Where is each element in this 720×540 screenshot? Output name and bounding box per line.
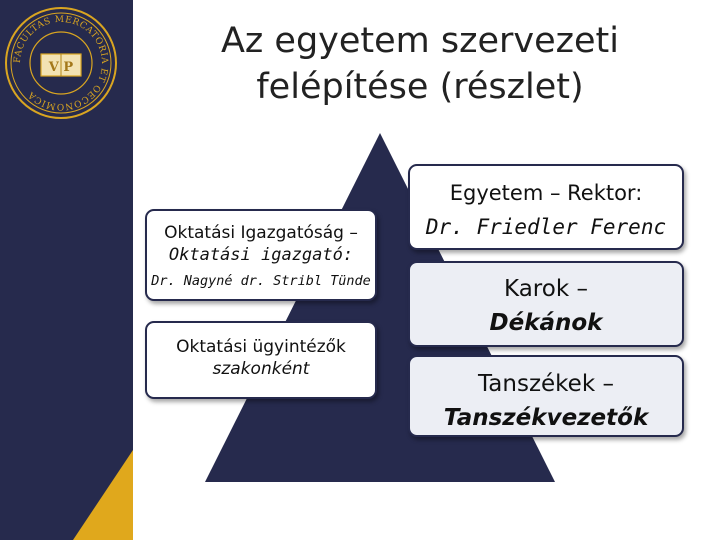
departments-title: Tanszékek – <box>478 371 614 397</box>
director-name: Dr. Nagyné dr. Stribl Tünde <box>151 273 371 289</box>
director-role: Oktatási igazgató: <box>168 245 354 265</box>
rector-title <box>410 176 682 210</box>
administrators-scope: szakonként <box>212 359 310 379</box>
slide-title-line-2: felépítése (részlet) <box>256 67 584 107</box>
seal-monogram: V P <box>48 60 74 75</box>
administrators-box <box>145 321 377 399</box>
rector-line: Egyetem – Rektor: <box>449 181 643 205</box>
seal-ring-text: FACULTAS MERCATORIA ET OECONOMICA <box>12 14 110 112</box>
departments-role: Tanszékvezetők <box>443 405 649 431</box>
deans-title: Karok – <box>504 276 588 302</box>
slide-title-line-1: Az egyetem szervezeti <box>220 21 620 61</box>
administrators-title: Oktatási ügyintézők <box>176 337 346 357</box>
deans-role: Dékánok <box>489 310 603 336</box>
deans-box <box>408 261 684 347</box>
departments-box <box>408 355 684 437</box>
rector-name: Dr. Friedler Ferenc <box>425 215 667 239</box>
directorate-title: Oktatási Igazgatóság – <box>164 223 358 243</box>
directorate-box <box>145 209 377 301</box>
rector-box <box>408 164 684 250</box>
